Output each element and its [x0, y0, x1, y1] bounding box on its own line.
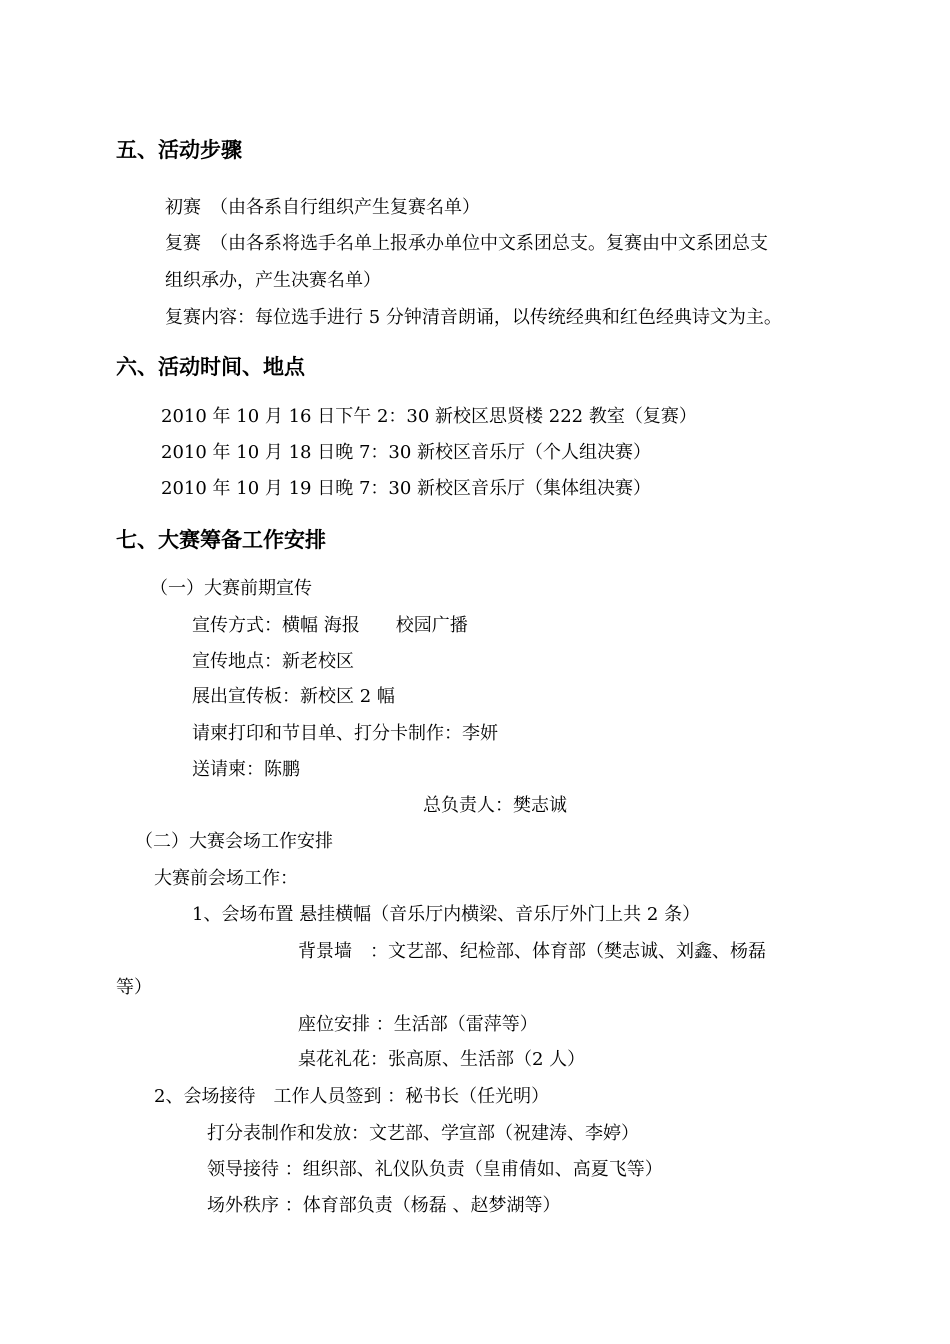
section-7-heading: 七、大赛筹备工作安排: [116, 528, 326, 552]
s6-line-2: 2010 年 10 月 18 日晚 7：30 新校区音乐厅（个人组决赛）: [161, 442, 652, 463]
s6-line-1: 2010 年 10 月 16 日下午 2：30 新校区思贤楼 222 教室（复赛）: [161, 406, 697, 427]
s7-part2-title: （二）大赛会场工作安排: [135, 831, 333, 852]
section-5-heading: 五、活动步骤: [116, 138, 242, 162]
s7-p1-line-2: 宣传地点：新老校区: [192, 651, 354, 672]
s7-p2-line-3: 背景墙 ：文艺部、纪检部、体育部（樊志诚、刘鑫、杨磊: [298, 941, 766, 962]
s7-p2-line-5: 座位安排 ：生活部（雷萍等）: [298, 1014, 538, 1035]
s7-p1-line-4: 请柬打印和节目单、打分卡制作：李妍: [192, 723, 498, 744]
s7-p2-line-10: 场外秩序 ：体育部负责（杨磊 、赵梦湖等）: [207, 1195, 561, 1216]
s7-p2-line-9: 领导接待 ：组织部、礼仪队负责（皇甫倩如、高夏飞等）: [207, 1159, 663, 1180]
section-6-heading: 六、活动时间、地点: [116, 355, 305, 379]
s5-line-preliminary: 初赛 （由各系自行组织产生复赛名单）: [165, 197, 480, 218]
s7-p1-line-3: 展出宣传板：新校区 2 幅: [192, 686, 395, 707]
s7-p2-line-4: 等）: [116, 977, 152, 998]
s7-p1-line-1: 宣传方式：横幅 海报 校园广播: [192, 615, 468, 636]
s7-p2-line-1: 大赛前会场工作：: [154, 868, 298, 889]
s5-line-content: 复赛内容：每位选手进行 5 分钟清音朗诵，以传统经典和红色经典诗文为主。: [165, 307, 782, 328]
s5-line-semifinal: 复赛 （由各系将选手名单上报承办单位中文系团总支。复赛由中文系团总支: [165, 233, 768, 254]
s7-p1-line-5: 送请柬：陈鹏: [192, 759, 300, 780]
s7-p1-line-6: 总负责人：樊志诚: [423, 795, 567, 816]
s7-p2-line-7: 2、会场接待 工作人员签到 ：秘书长（任光明）: [154, 1086, 550, 1107]
s5-line-semifinal-cont: 组织承办，产生决赛名单）: [165, 270, 381, 291]
s7-p2-line-6: 桌花礼花：张高原、生活部（2 人）: [298, 1049, 586, 1070]
s7-part1-title: （一）大赛前期宣传: [150, 578, 312, 599]
s6-line-3: 2010 年 10 月 19 日晚 7：30 新校区音乐厅（集体组决赛）: [161, 478, 652, 499]
s7-p2-line-8: 打分表制作和发放：文艺部、学宣部（祝建涛、李婷）: [207, 1123, 639, 1144]
s7-p2-line-2: 1、会场布置 悬挂横幅（音乐厅内横梁、音乐厅外门上共 2 条）: [192, 904, 701, 925]
